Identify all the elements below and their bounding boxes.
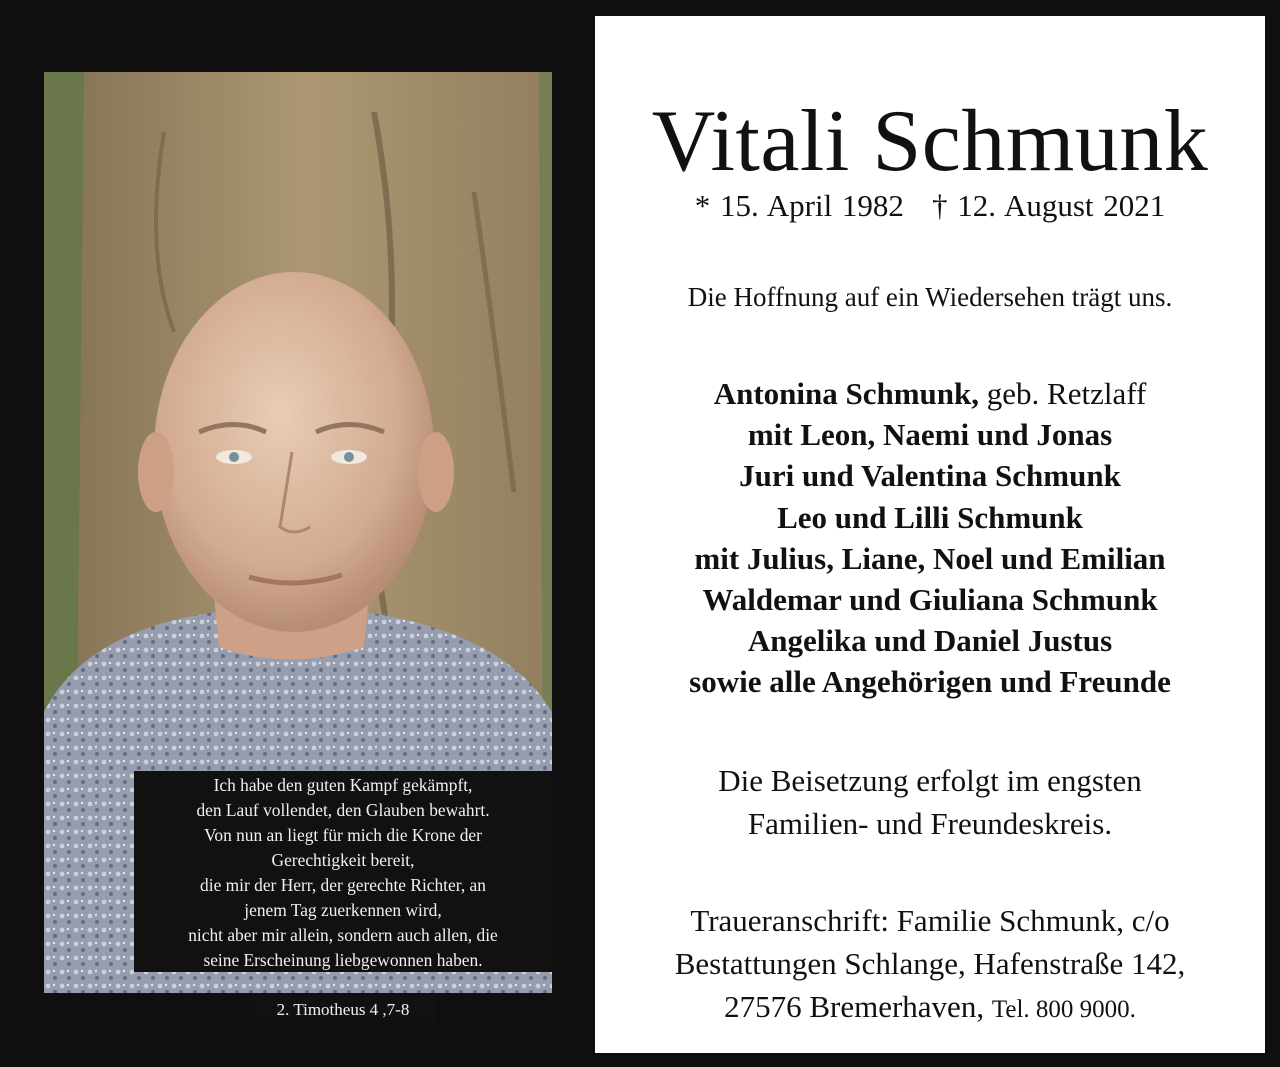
burial-line: Die Beisetzung erfolgt im engsten: [718, 763, 1142, 798]
address-line: [595, 985, 1265, 1031]
verse-line: jenem Tag zuerkennen wird,: [244, 900, 442, 920]
mourner-line: Waldemar und Giuliana Schmunk: [702, 582, 1158, 618]
mourner-line: [595, 373, 1265, 414]
burial-line: Familien- und Freundeskreis.: [747, 806, 1113, 841]
life-dates: [595, 186, 1265, 226]
mourner-name: Antonina Schmunk,: [713, 376, 980, 411]
mourner-line: Angelika und Daniel Justus: [747, 623, 1113, 659]
hope-quote: Die Hoffnung auf ein Wiedersehen trägt uns.: [687, 282, 1173, 312]
verse-line: Ich habe den guten Kampf gekämpft,: [213, 775, 473, 795]
verse-line: den Lauf vollendet, den Glauben bewahrt.: [196, 800, 490, 820]
mourner-line: mit Leon, Naemi und Jonas: [747, 417, 1113, 453]
death-date: † 12. August 2021: [931, 188, 1166, 223]
address-line: Traueranschrift: Familie Schmunk, c/o: [690, 903, 1170, 938]
mourners-list: [595, 373, 1265, 703]
verse-line: seine Erscheinung liebgewonnen haben.: [203, 950, 483, 970]
address-line: Bestattungen Schlange, Hafenstraße 142,: [674, 946, 1186, 981]
maiden-name: geb. Retzlaff: [986, 376, 1147, 411]
mourner-line: Leo und Lilli Schmunk: [777, 499, 1083, 535]
verse-line: Gerechtigkeit bereit,: [271, 850, 415, 870]
deceased-name: Vitali Schmunk: [651, 93, 1209, 190]
mourner-line: sowie alle Angehörigen und Freunde: [689, 664, 1171, 700]
verse-line: die mir der Herr, der gerechte Richter, an: [200, 875, 486, 895]
verse-line: nicht aber mir allein, sondern auch allen, die: [188, 925, 498, 945]
bible-verse-box: [134, 771, 552, 972]
phone-number: Tel. 800 9000.: [991, 996, 1136, 1023]
address-city: 27576 Bremerhaven,: [724, 989, 985, 1024]
condolence-address: [595, 899, 1265, 1031]
verse-line: Von nun an liegt für mich die Krone der: [204, 825, 482, 845]
obituary-notice: [595, 16, 1265, 1053]
mourner-line: Juri und Valentina Schmunk: [739, 458, 1121, 494]
portrait-photo: [44, 72, 552, 1019]
verse-reference: 2. Timotheus 4 ,7-8: [250, 997, 436, 1023]
burial-info: [595, 759, 1265, 845]
mourner-line: mit Julius, Liane, Noel und Emilian: [694, 540, 1166, 576]
birth-date: * 15. April 1982: [694, 188, 904, 223]
